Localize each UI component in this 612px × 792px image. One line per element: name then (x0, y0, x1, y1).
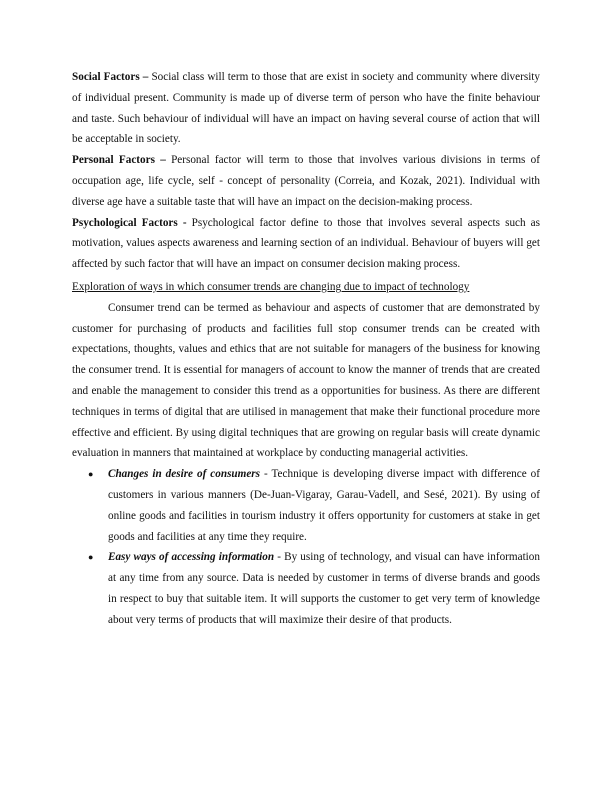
bullet-icon: ● (88, 469, 94, 480)
bullet-text: Technique is developing diverse impact with difference of customers in various manners (De-Juan-Vigaray, Garau-Vadell, and Sesé, 2021). By using of online goods and facilities in tourism industry it offers opportunity for customers at stake in get goods and facilities at any time they require. (108, 468, 540, 543)
bullet-list (72, 464, 540, 630)
social-factors-term: Social Factors – (72, 71, 152, 83)
list-item (72, 547, 540, 630)
bullet-term: Easy ways of accessing information (108, 551, 275, 564)
list-item (72, 464, 540, 547)
psychological-factors-text: Psychological factor define to those that involves several aspects such as motivation, values aspects awareness and learning section of an individual. Behaviour of buyers will get affected by such factor that will have an impact on consumer decision making process. (72, 216, 540, 271)
social-factors-text: Social class will term to those that are exist in society and community where diversity of individual present. Community is made up of diverse term of person who have the finite behaviour and taste. Such behaviour of individual will have an impact on having several course of action that will be acceptable in society. (72, 71, 541, 146)
bullet-separator: - (260, 468, 272, 481)
section-paragraph: Consumer trend can be termed as behaviour and aspects of customer that are demonstrated by customer for purchasing of products and facilities full stop consumer trends can be created with expectations, thoughts, values and ethics that are not suitable for managers of the business for knowing the consumer trend. It is essential for managers of account to know the manner of trends that are created and enable the management to consider this trend as a opportunities for business. As there are different techniques in terms of digital that are utilised in management that make their functional procedure more effective and efficient. By using digital techniques that are growing on regular basis will create dynamic evaluation in manners that maintained at workplace by conducting managerial activities. (72, 301, 540, 460)
personal-factors-paragraph (72, 150, 540, 212)
bullet-text: By using of technology, and visual can have information at any time from any source. Data is needed by customer in terms of diverse brands and goods in respect to buy that suitable item. It will supports the customer to get very term of knowledge about very terms of products that will maximize their desire of that products. (108, 551, 540, 626)
psychological-factors-paragraph (72, 213, 540, 275)
personal-factors-text: Personal factor will term to those that involves various divisions in terms of occupation age, life cycle, self - concept of personality (Correia, and Kozak, 2021). Individual with diverse age have a suitable taste that will have an impact on the decision-making process. (72, 154, 540, 208)
personal-factors-term: Personal Factors – (72, 154, 172, 167)
psychological-factors-term: Psychological Factors - (72, 216, 192, 229)
section-heading: Exploration of ways in which consumer trends are changing due to impact of technology (72, 280, 470, 293)
social-factors-paragraph (72, 67, 540, 150)
bullet-icon: ● (88, 552, 94, 563)
page-content (72, 67, 540, 631)
bullet-term: Changes in desire of consumers (108, 468, 261, 481)
bullet-separator: - (274, 551, 285, 564)
